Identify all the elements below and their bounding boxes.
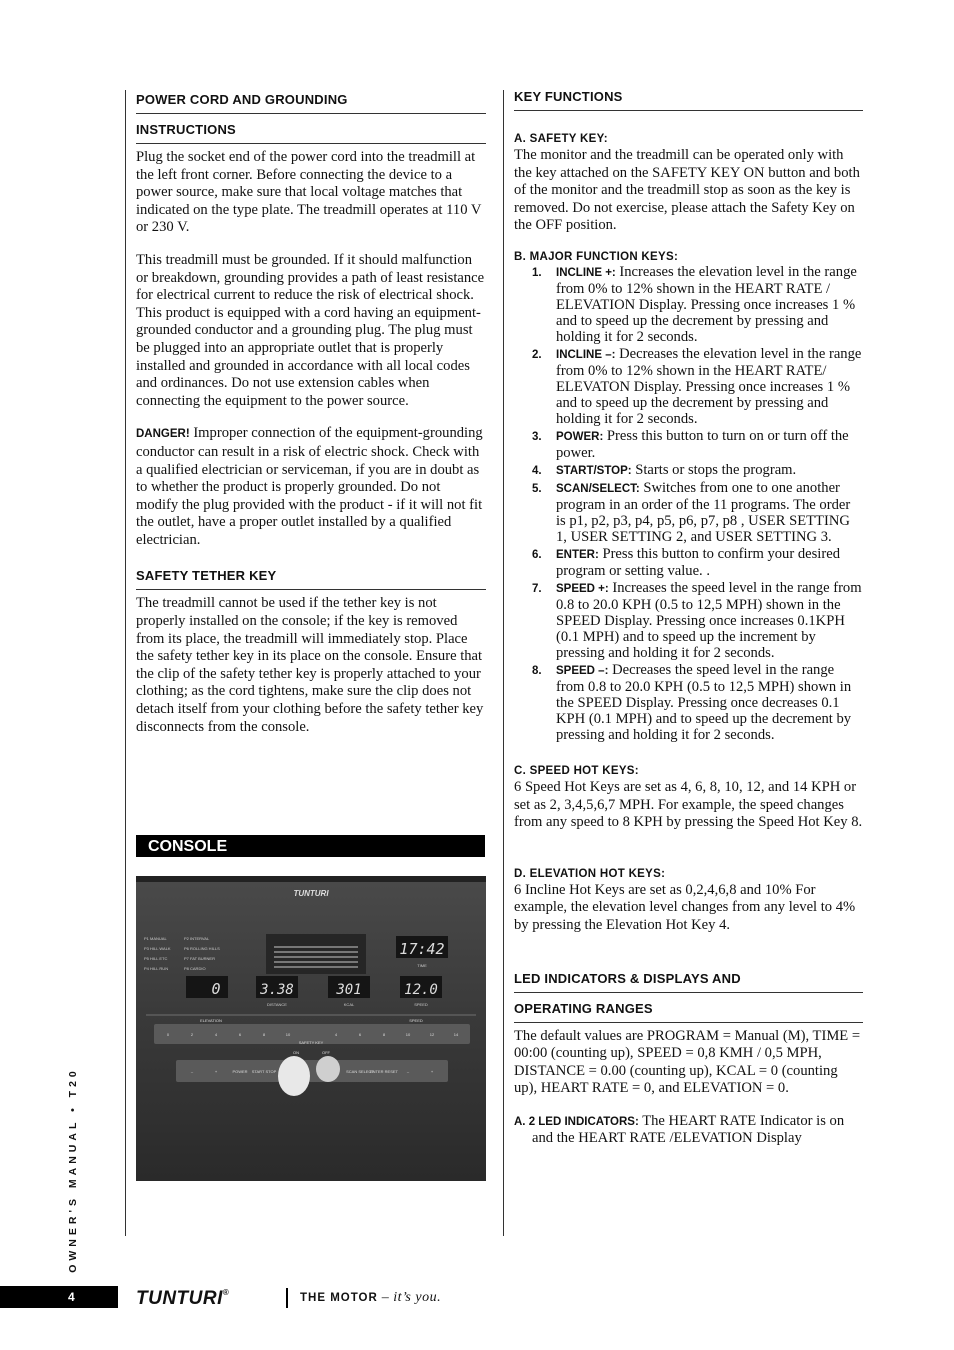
major-item-8: 8. SPEED –: Decreases the speed level in the range from 0.8 to 20.0 KPH (0.5 to 12,5 MPH) shown in the SPEED Display. Pressing once decreases 0.1 KPH (0.1 MPH) and to speed up the decrement by pressing and holding it for 2 seconds. bbox=[532, 661, 852, 743]
led-2-indicators-paragraph bbox=[514, 1113, 863, 1146]
console-image bbox=[136, 876, 486, 1181]
speed-row-label: SPEED bbox=[409, 1018, 423, 1023]
safety-key-text: The monitor and the treadmill can be operated only with the key attached on the SAFETY KEY ON button and both of the monitor and the treadmill stop as soon as the key is removed. Do not exercise, please attach the Safety Key on the OFF position. bbox=[514, 147, 860, 234]
speed-hotkey-14: 14 bbox=[453, 1032, 459, 1037]
speed-hotkey-4: 4 bbox=[334, 1032, 338, 1037]
power-cord-paragraph-2: This treadmill must be grounded. If it should malfunction or breakdown, grounding provides a path of least resistance for electrical current to reduce the risk of electrical shock. This product is equipped with a cord having an equipment-grounded conductor and a grounding plug. The plug must be plugged into an appropriate outlet that is properly installed and grounded in accordance with all local codes and ordinances. Do not use extension cables when connecting the equipment to the power source. bbox=[136, 251, 485, 409]
led-2-indicators-label: A. 2 LED INDICATORS: bbox=[514, 1115, 639, 1128]
safety-key-label: A. SAFETY KEY: bbox=[514, 133, 608, 145]
major-item-7: 7. SPEED +: Increases the speed level in the range from 0.8 to 20.0 KPH (0.5 to 12,5 MPH) shown in the SPEED Display. Pressing once increases 0.1KPH (0.1 MPH) and to speed up the increment by pressing and holding it for 2 seconds. bbox=[532, 579, 862, 661]
safety-key-off-button bbox=[316, 1056, 340, 1082]
time-value: 17:42 bbox=[399, 940, 445, 958]
major-item-4: 4. START/STOP: Starts or stops the program. bbox=[532, 461, 797, 478]
power-key: POWER bbox=[232, 1069, 248, 1074]
speed-hot-keys-text: 6 Speed Hot Keys are set as 4, 6, 8, 10, 12, and 14 KPH or set as 2, 3,4,5,6,7 MPH. For example, the speed changes from any speed to 8 KPH by pressing the Speed Hot Key 8. bbox=[514, 778, 863, 831]
elevation-row-label: ELEVATION bbox=[200, 1018, 222, 1023]
safety-off-label: OFF bbox=[322, 1050, 330, 1055]
power-cord-heading-2: INSTRUCTIONS bbox=[136, 122, 486, 144]
right-column bbox=[514, 89, 863, 1146]
kcal-value: 301 bbox=[336, 982, 362, 998]
power-cord-paragraph-1: Plug the socket end of the power cord into the treadmill at the left front corner. Before connecting the device to a power source, make sure that local voltage matches that indicated on the type plate. The treadmill operates at 110 V or 230 V. bbox=[136, 149, 482, 236]
incline-hotkey-10: 10 bbox=[285, 1032, 291, 1037]
right-column-rule bbox=[503, 90, 504, 1236]
incline-hotkey-4: 4 bbox=[214, 1032, 218, 1037]
distance-label: DISTANCE bbox=[267, 1002, 287, 1007]
distance-value: 3.38 bbox=[260, 982, 294, 998]
program-display bbox=[186, 976, 228, 998]
program-p6: P6 ROLLING HILLS bbox=[184, 946, 220, 951]
program-p2: P2 INTERVAL bbox=[184, 936, 210, 941]
program-p4: P4 HILL RUN bbox=[144, 966, 169, 971]
speed-hotkey-6: 6 bbox=[358, 1032, 362, 1037]
major-function-keys-label: B. MAJOR FUNCTION KEYS: bbox=[514, 250, 679, 263]
speed-minus-key: – bbox=[406, 1069, 410, 1074]
led-default-values-text: The default values are PROGRAM = Manual (M), TIME = 00:00 (counting up), SPEED = 0,8 KMH / 0,5 MPH, DISTANCE = 0.00 (counting up), KCAL = 0 (counting up), HEART RATE = 0, and ELEVATION = 0. bbox=[514, 1027, 861, 1097]
incline-minus-key: – bbox=[190, 1069, 194, 1074]
program-p5: P5 HILL ETC bbox=[144, 956, 168, 961]
major-item-1: 1. INCLINE +: Increases the elevation level in the range from 0% to 12% shown in the HEART RATE / ELEVATION Display. Pressing once increases 1 % and to speed up the decrement by pressing and holding it for 2 seconds. bbox=[532, 263, 857, 345]
incline-hotkey-2: 2 bbox=[190, 1032, 194, 1037]
time-label: TIME bbox=[417, 963, 427, 968]
major-item-5: 5. SCAN/SELECT: Switches from one to one another program in an order of the 11 programs. The order is p1, p2, p3, p4, p5, p6, p7, p8 , USER SETTING 1, USER SETTING 2, and USER SETTING 3. bbox=[532, 479, 851, 545]
danger-paragraph bbox=[136, 425, 486, 549]
program-p8: P8 CARDIO bbox=[184, 966, 206, 971]
incline-hotkey-6: 6 bbox=[238, 1032, 242, 1037]
program-value: 0 bbox=[211, 980, 221, 998]
major-item-2: 2. INCLINE –: Decreases the elevation level in the range from 0% to 12% shown in the HEART RATE/ ELEVATON Display. Pressing once increases 1 % and to speed up the decrement by pressing and holding it for 2 seconds. bbox=[532, 345, 862, 427]
incline-hotkey-0: 0 bbox=[166, 1032, 170, 1037]
enter-reset-key: ENTER RESET bbox=[369, 1069, 399, 1074]
console-brand-text: TUNTURI bbox=[293, 889, 329, 898]
start-stop-key: START STOP bbox=[251, 1069, 277, 1074]
speed-hotkey-12: 12 bbox=[429, 1032, 435, 1037]
major-function-keys-list bbox=[514, 264, 863, 743]
footer-separator bbox=[286, 1288, 288, 1308]
major-item-3: 3. POWER: Press this button to turn on or turn off the power. bbox=[532, 427, 849, 461]
scan-select-key: SCAN SELECT bbox=[346, 1069, 374, 1074]
program-p3: P3 HILL WALK bbox=[144, 946, 171, 951]
speed-hotkey-10: 10 bbox=[405, 1032, 411, 1037]
elevation-hot-keys-label: D. ELEVATION HOT KEYS: bbox=[514, 867, 666, 880]
side-running-title: OWNER'S MANUAL • T20 bbox=[67, 1067, 79, 1273]
safety-key-label: SAFETY KEY bbox=[298, 1040, 324, 1045]
safety-tether-paragraph: The treadmill cannot be used if the tether key is not properly installed on the console; if the key is removed from its place, the treadmill will immediately stop. Place the safety tether key in its place on the console. Ensure that the clip of the safety tether key is properly attached to your clothing; as the cord tightens, make sure the clip does not detach itself from your clothing before the safety tether key disconnects from the console. bbox=[136, 595, 484, 735]
program-p7: P7 FAT BURNER bbox=[184, 956, 215, 961]
safety-on-label: ON bbox=[293, 1050, 299, 1055]
key-functions-heading: KEY FUNCTIONS bbox=[514, 89, 863, 111]
footer-tagline: THE MOTOR – it’s you. bbox=[300, 1290, 442, 1305]
speed-value: 12.0 bbox=[404, 982, 438, 998]
speed-plus-key: + bbox=[430, 1069, 434, 1074]
led-indicators-heading-2: OPERATING RANGES bbox=[514, 1001, 863, 1023]
speed-hotkey-8: 8 bbox=[382, 1032, 386, 1037]
console-heading: CONSOLE bbox=[136, 835, 485, 857]
power-cord-heading: POWER CORD AND GROUNDING bbox=[136, 92, 486, 114]
incline-plus-key: + bbox=[214, 1069, 218, 1074]
speed-hot-keys-label: C. SPEED HOT KEYS: bbox=[514, 764, 639, 777]
safety-key-knob bbox=[278, 1056, 310, 1096]
danger-text: Improper connection of the equipment-grounding conductor can result in a risk of electric shock. Check with a qualified electrician or serviceman, if you are in doubt as to whether the product is properly grounded. Do not modify the plug provided with the product - if it will not fit the outlet, have a proper outlet installed by a qualified electrician. bbox=[136, 425, 483, 548]
tunturi-logo: TUNTURI® bbox=[136, 1288, 230, 1309]
page-number: 4 bbox=[0, 1286, 118, 1308]
danger-label: DANGER! bbox=[136, 428, 190, 441]
incline-hotkey-8: 8 bbox=[262, 1032, 266, 1037]
left-column-rule bbox=[125, 90, 126, 1236]
major-item-6: 6. ENTER: Press this button to confirm your desired program or setting value. . bbox=[532, 545, 840, 579]
safety-tether-heading: SAFETY TETHER KEY bbox=[136, 568, 486, 590]
kcal-label: KCAL bbox=[343, 1002, 355, 1007]
left-column bbox=[136, 92, 486, 736]
elevation-hot-keys-text: 6 Incline Hot Keys are set as 0,2,4,6,8 and 10% For example, the elevation level changes from any level to 4% by pressing the Elevation Hot Key 4. bbox=[514, 881, 856, 933]
led-2-indicators-text: The HEART RATE Indicator is on and the HEART RATE /ELEVATION Display bbox=[532, 1112, 845, 1146]
led-indicators-heading: LED INDICATORS & DISPLAYS AND bbox=[514, 971, 863, 993]
speed-label: SPEED bbox=[414, 1002, 428, 1007]
program-p1: P1 MANUAL bbox=[144, 936, 167, 941]
